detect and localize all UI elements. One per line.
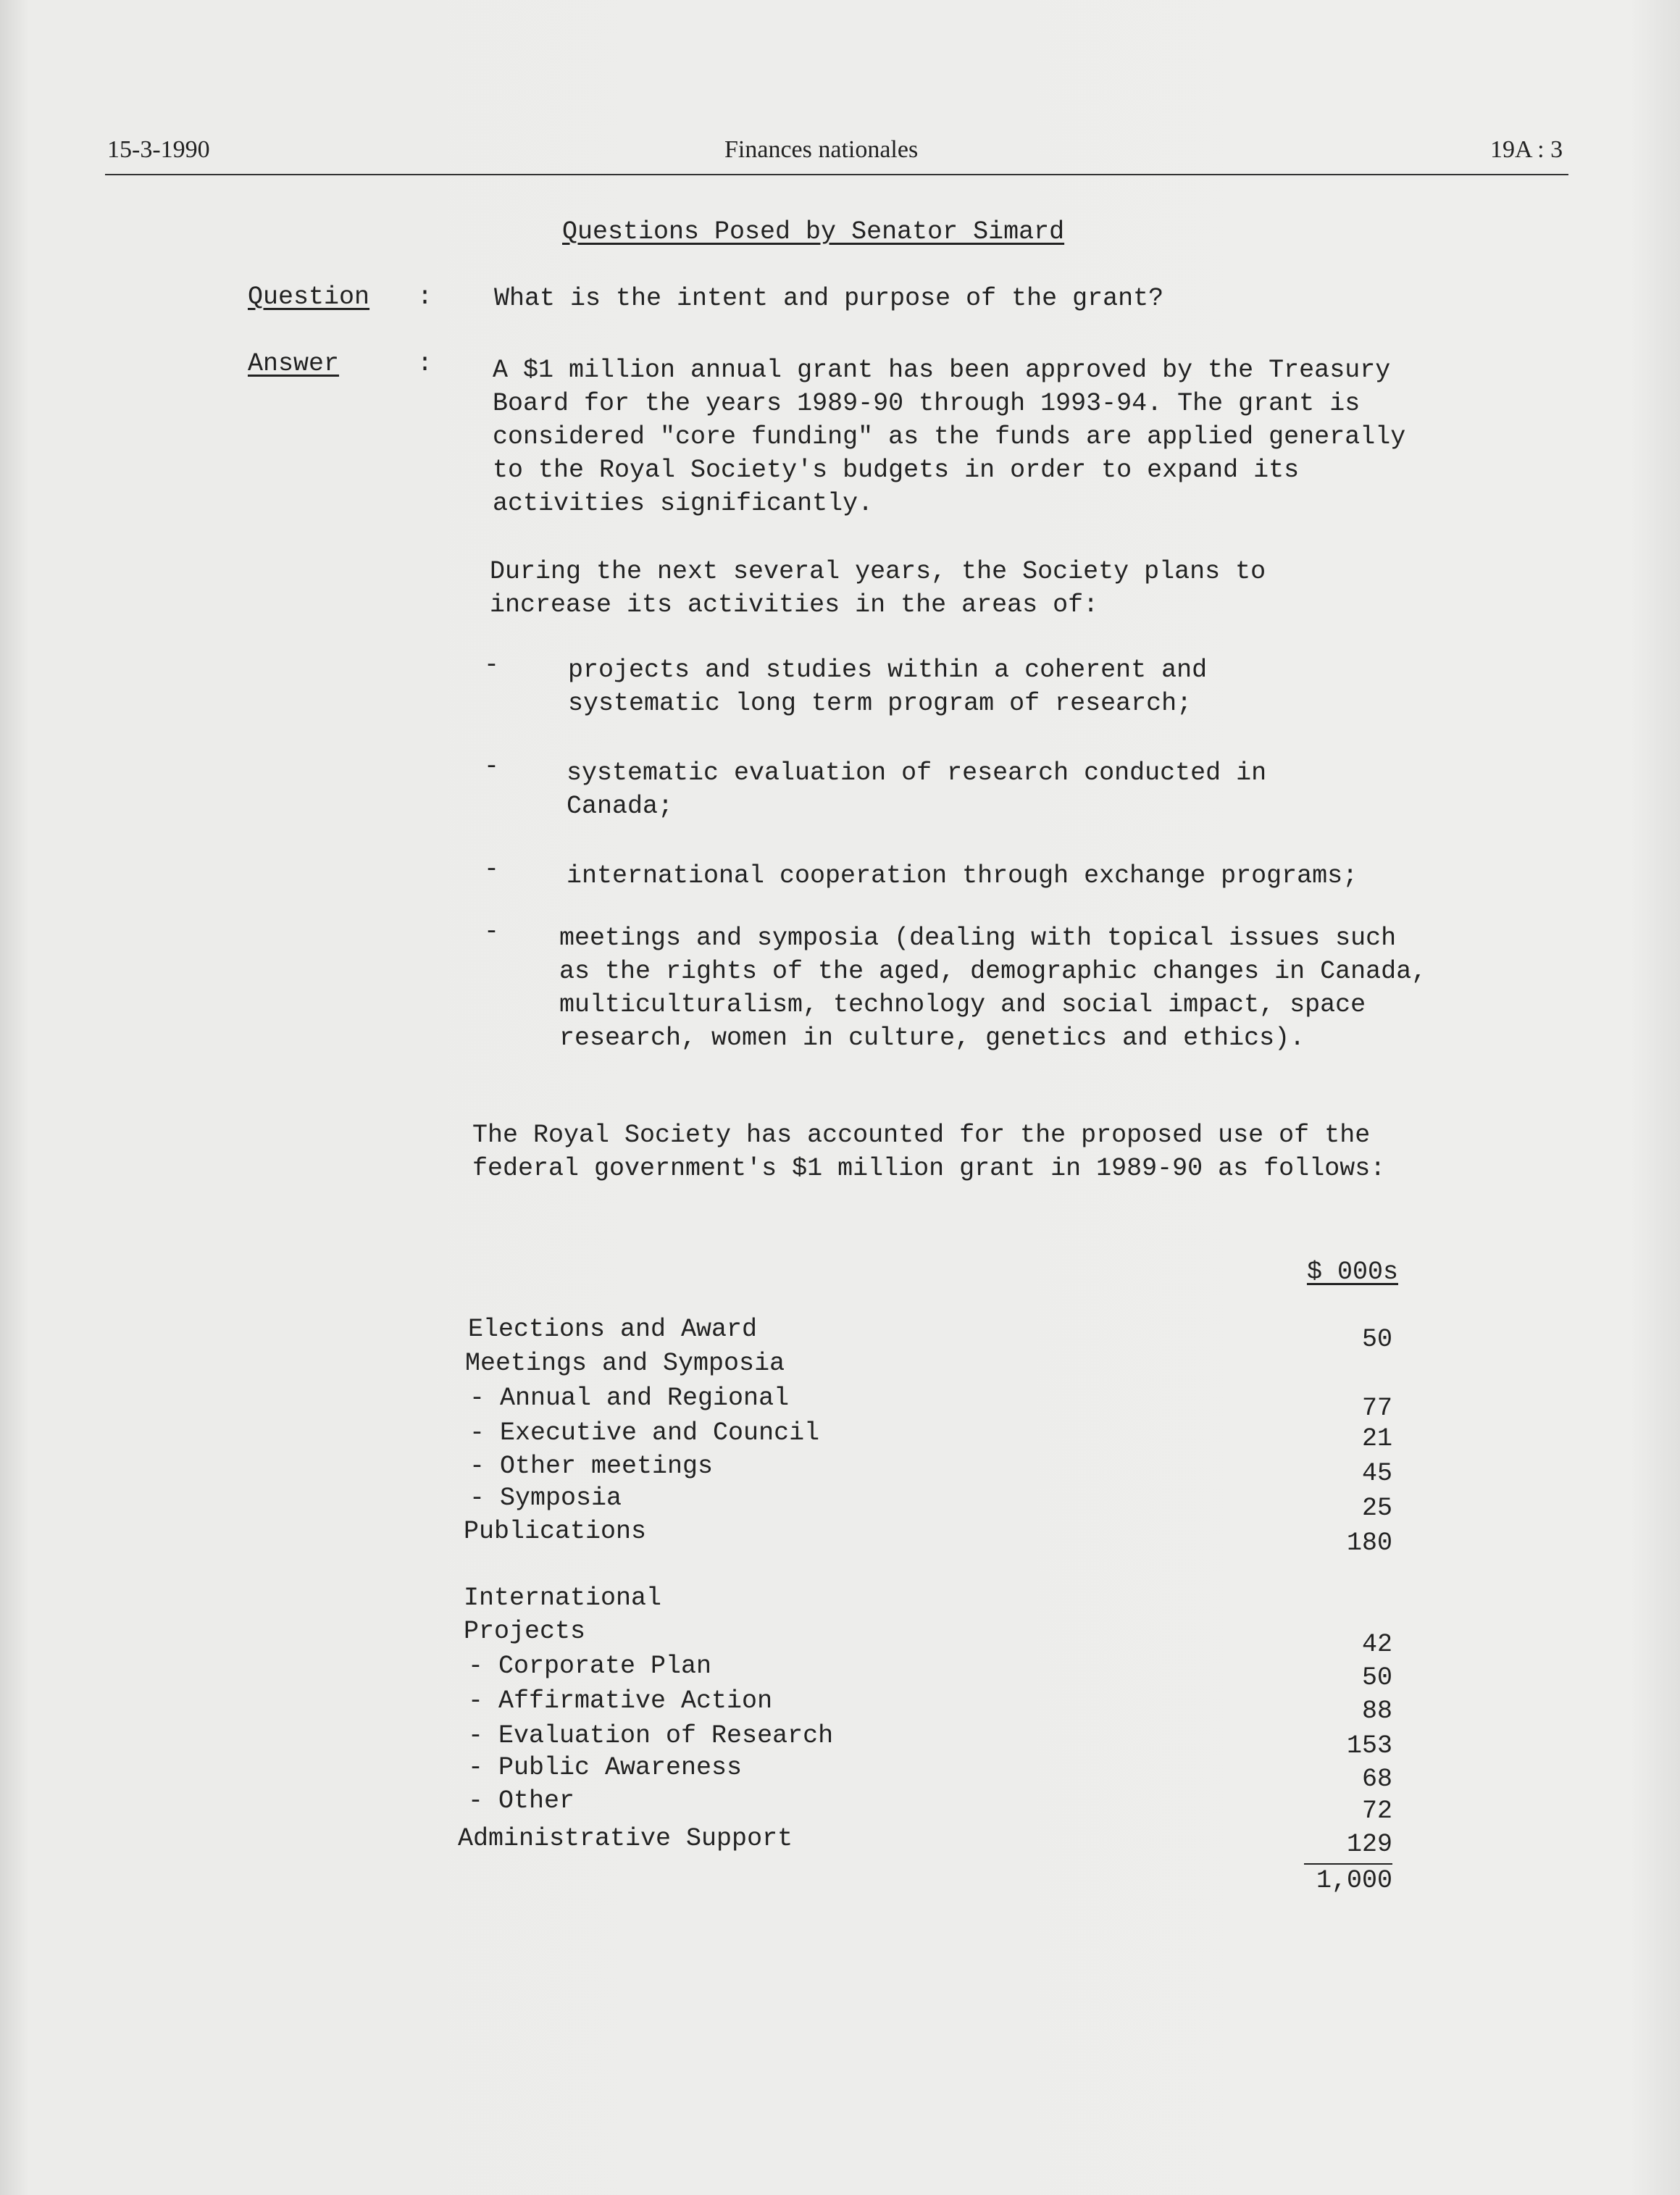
total-rule	[1304, 1863, 1392, 1865]
answer-label: Answer	[248, 349, 340, 378]
question-colon: :	[417, 283, 433, 312]
table-row-value: 129	[1346, 1830, 1392, 1859]
table-row-value: 77	[1361, 1394, 1392, 1423]
table-total: 1,000	[1316, 1866, 1392, 1895]
bullet-item: systematic evaluation of research conducted in Canada;	[567, 758, 1267, 821]
bullet-dash: -	[484, 651, 500, 680]
page-title: Questions Posed by Senator Simard	[562, 217, 1065, 246]
question-text: What is the intent and purpose of the grant?	[494, 284, 1164, 313]
table-row-value: 68	[1361, 1765, 1392, 1794]
bullet-dash: -	[484, 752, 500, 781]
table-unit-header: $ 000s	[1306, 1258, 1398, 1287]
bullet-dash: -	[484, 855, 500, 884]
header-rule	[105, 174, 1568, 175]
table-row-label: Projects	[464, 1617, 586, 1646]
table-row-label: - Affirmative Action	[468, 1686, 773, 1715]
bullet-item: meetings and symposia (dealing with topical issues such as the rights of the aged, demographic changes in Canada, multiculturalism, technology and social impact, space research, women in culture, genetics and ethics).	[559, 924, 1427, 1053]
bullet-item: projects and studies within a coherent and systematic long term program of research;	[568, 656, 1208, 718]
header-date: 15-3-1990	[107, 136, 210, 163]
table-row-value: 88	[1361, 1697, 1392, 1726]
table-row-value: 50	[1361, 1663, 1392, 1692]
answer-paragraph-3: The Royal Society has accounted for the proposed use of the federal government's $1 million grant in 1989-90 as follows:	[472, 1121, 1386, 1183]
table-row-label: - Symposia	[469, 1484, 622, 1513]
table-row-value: 21	[1361, 1424, 1392, 1453]
table-row-value: 45	[1361, 1459, 1392, 1488]
header-title: Finances nationales	[724, 136, 919, 163]
table-row-value: 153	[1346, 1731, 1392, 1760]
answer-paragraph-1: A $1 million annual grant has been approved by the Treasury Board for the years 1989-90 through 1993-94. The grant is considered "core funding" as the funds are applied generally to the Royal Society's budgets in order to expand its activities significantly.	[493, 356, 1406, 518]
header-page-number: 19A : 3	[1490, 136, 1563, 163]
table-row-label: - Executive and Council	[469, 1418, 820, 1447]
question-label: Question	[248, 283, 370, 312]
table-row-label: - Other	[468, 1786, 575, 1815]
answer-colon: :	[417, 349, 433, 378]
table-row-value: 42	[1361, 1630, 1392, 1659]
table-row-value: 50	[1361, 1325, 1392, 1354]
table-row-label: - Public Awareness	[468, 1753, 743, 1782]
answer-paragraph-2: During the next several years, the Society plans to increase its activities in the areas of:	[490, 557, 1266, 619]
table-row-label: - Other meetings	[469, 1452, 714, 1481]
table-row-label: Elections and Award	[468, 1315, 758, 1344]
table-row-label: Publications	[464, 1517, 647, 1546]
table-row-label: Administrative Support	[458, 1824, 793, 1853]
table-row-label: - Corporate Plan	[468, 1652, 712, 1681]
bullet-dash: -	[484, 917, 500, 946]
table-row-label: International	[464, 1584, 662, 1613]
table-row-label: - Annual and Regional	[469, 1384, 790, 1413]
table-row-value: 72	[1361, 1797, 1392, 1826]
table-row-value: 25	[1361, 1494, 1392, 1523]
table-row-label: Meetings and Symposia	[465, 1349, 785, 1378]
table-row-value: 180	[1346, 1529, 1392, 1558]
bullet-item: international cooperation through exchange programs;	[567, 861, 1358, 890]
table-row-label: - Evaluation of Research	[468, 1721, 834, 1750]
